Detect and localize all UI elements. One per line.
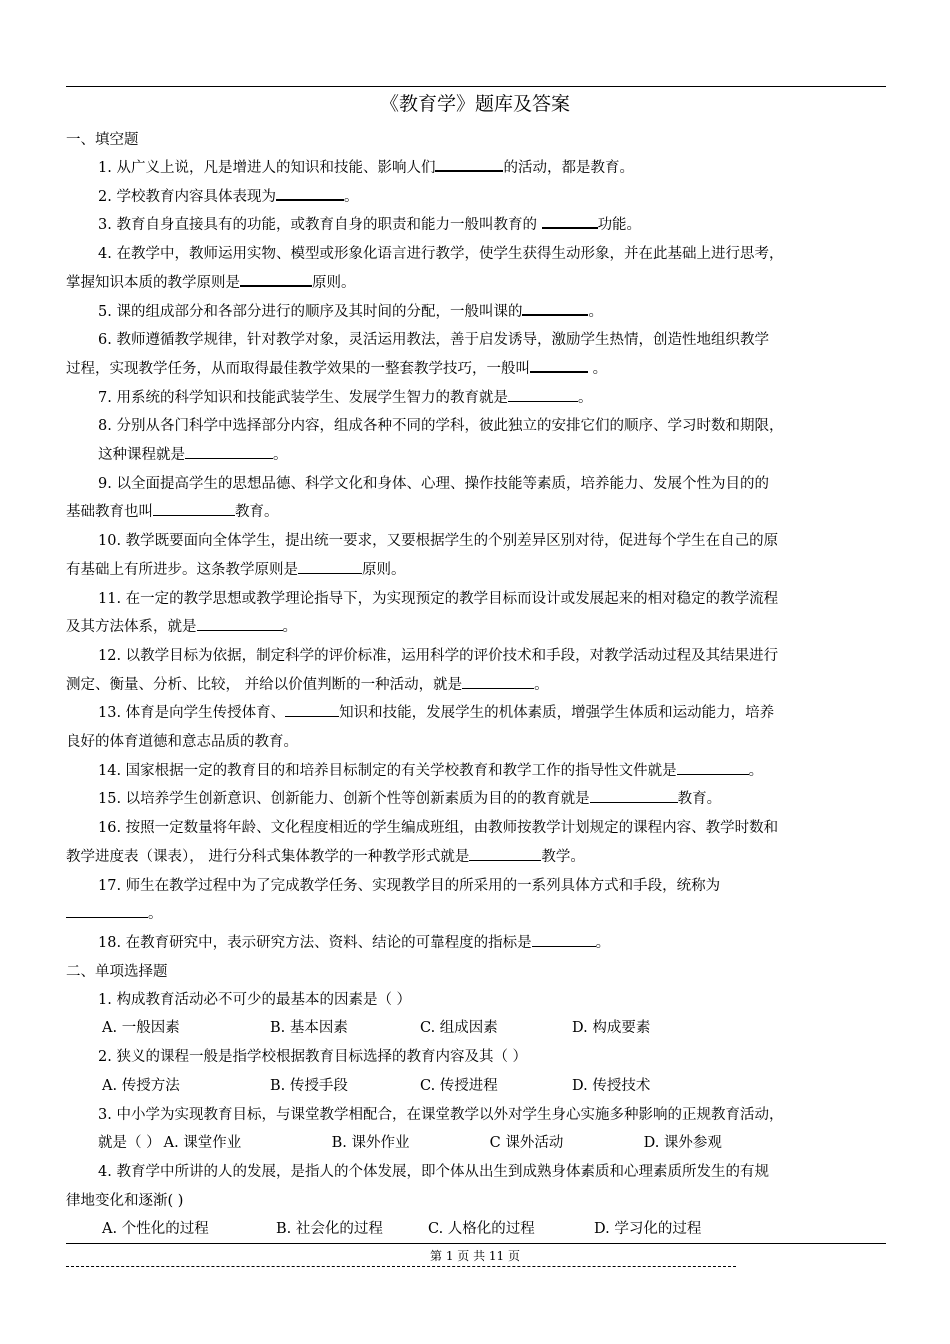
question-9: 9. 以全面提高学生的思想品德、科学文化和身体、心理、操作技能等素质，培养能力、发展个性为目的的 基础教育也叫 教育。	[66, 475, 769, 521]
option: A. 个性化的过程	[102, 1221, 209, 1238]
question-6: 6. 教师遵循教学规律，针对教学对象，灵活运用教法，善于启发诱导，激励学生热情，创造性地组织教学 过程，实现教学任务，从而取得最佳教学效果的一整套教学技巧，一般叫 。	[66, 332, 769, 377]
option: D. 传授技术	[572, 1077, 651, 1094]
question-5: 5. 课的组成部分和各部分进行的顺序及其时间的分配，一般叫课的 。	[66, 298, 884, 327]
answer-blank	[240, 271, 312, 287]
question-13: 13. 体育是向学生传授体育、 知识和技能，发展学生的机体素质，增强学生体质和运动能力，培养 良好的体育道德和意志品质的教育。	[66, 699, 884, 756]
dashed-cut-line	[66, 1266, 736, 1267]
answer-blank	[530, 357, 588, 373]
mc-question-1: 1. 构成教育活动必不可少的最基本的因素是（ ）	[98, 991, 412, 1008]
option: C 课外活动	[489, 1135, 564, 1152]
question-8: 8. 分别从各门科学中选择部分内容，组成各种不同的学科，彼此独立的安排它们的顺序、学习时数和期限， 这种课程就是 。	[98, 418, 784, 464]
question-4: 4. 在教学中，教师运用实物、模型或形象化语言进行教学，使学生获得生动形象，并在此基础上进行思考， 掌握知识本质的教学原则是 原则。	[66, 246, 784, 291]
answer-blank	[276, 185, 344, 201]
mc-options-2	[66, 1072, 884, 1101]
answer-blank	[185, 444, 273, 459]
question-15: 15. 以培养学生创新意识、创新能力、创新个性等创新素质为目的的教育就是 教育。	[66, 785, 884, 814]
answer-blank	[66, 903, 148, 918]
answer-blank	[590, 788, 678, 803]
question-17: 17. 师生在教学过程中为了完成教学任务、实现教学目的所采用的一系列具体方式和手段，统称为 。	[66, 872, 884, 929]
option: C. 传授进程	[420, 1077, 498, 1094]
question-16: 16. 按照一定数量将年龄、文化程度相近的学生编成班组，由教师按教学计划规定的课程内容、教学时数和 教学进度表（课表）， 进行分科式集体教学的一种教学形式就是 教学。	[66, 820, 779, 865]
option: A. 课堂作业	[163, 1135, 242, 1152]
document-title: 《教育学》题库及答案	[379, 93, 570, 115]
answer-blank	[435, 156, 503, 172]
mc-question-3: 3. 中小学为实现教育目标，与课堂教学相配合，在课堂教学以外对学生身心实施多种影响的正规教育活动， 就是（ ） A. 课堂作业 B. 课外作业 C 课外活动 D. 课外参观	[66, 1101, 884, 1158]
option: C. 人格化的过程	[428, 1221, 535, 1238]
option: B. 传授手段	[270, 1077, 348, 1094]
mc-options-4	[66, 1215, 884, 1244]
question-1: 1. 从广义上说，凡是增进人的知识和技能、影响人们 的活动，都是教育。	[66, 154, 884, 183]
option: B. 课外作业	[331, 1135, 410, 1152]
option: D. 课外参观	[643, 1135, 722, 1152]
answer-blank	[285, 702, 339, 717]
document-body	[66, 126, 884, 1244]
mc-question-4: 4. 教育学中所讲的人的发展，是指人的个体发展，即个体从出生到成熟身体素质和心理素质所发生的有规 律地变化和逐渐( )	[66, 1163, 769, 1209]
answer-blank	[298, 559, 362, 574]
answer-blank	[197, 616, 283, 631]
answer-blank	[153, 501, 235, 516]
option: A. 传授方法	[102, 1077, 180, 1094]
answer-blank	[532, 932, 596, 947]
answer-blank	[522, 300, 588, 316]
option: B. 基本因素	[270, 1020, 348, 1037]
question-2: 2. 学校教育内容具体表现为 。	[66, 183, 884, 212]
question-3: 3. 教育自身直接具有的功能，或教育自身的职责和能力一般叫教育的 功能。	[66, 211, 884, 240]
option: D. 学习化的过程	[594, 1221, 702, 1238]
answer-blank	[677, 760, 749, 775]
answer-blank	[462, 674, 534, 689]
question-11: 11. 在一定的教学思想或教学理论指导下，为实现预定的教学目标而设计或发展起来的相对稳定的教学流程 及其方法体系，就是 。	[66, 590, 779, 636]
section-heading-fill-in: 一、填空题	[66, 132, 139, 148]
answer-blank	[469, 846, 541, 861]
page-number: 第 1 页 共 11 页	[430, 1249, 520, 1263]
answer-blank	[542, 213, 598, 229]
answer-blank	[508, 387, 578, 402]
section-heading-multiple-choice: 二、单项选择题	[66, 963, 168, 980]
option: B. 社会化的过程	[276, 1221, 383, 1238]
question-18: 18. 在教育研究中，表示研究方法、资料、结论的可靠程度的指标是 。	[66, 929, 884, 958]
option: D. 构成要素	[572, 1020, 651, 1037]
option: A. 一般因素	[102, 1020, 180, 1037]
mc-options-1	[66, 1014, 884, 1043]
question-7: 7. 用系统的科学知识和技能武装学生、发展学生智力的教育就是 。	[66, 384, 884, 413]
question-10: 10. 教学既要面向全体学生，提出统一要求，又要根据学生的个别差异区别对待，促进每个学生在自己的原 有基础上有所进步。这条教学原则是 原则。	[66, 533, 779, 578]
question-12: 12. 以教学目标为依据，制定科学的评价标准，运用科学的评价技术和手段，对教学活动过程及其结果进行 测定、衡量、分析、比较， 并给以价值判断的一种活动，就是 。	[66, 647, 779, 693]
question-14: 14. 国家根据一定的教育目的和培养目标制定的有关学校教育和教学工作的指导性文件就是 。	[66, 757, 884, 786]
header-rule	[66, 86, 886, 87]
mc-question-2: 2. 狭义的课程一般是指学校根据教育目标选择的教育内容及其（ ）	[98, 1049, 528, 1066]
footer-rule	[66, 1243, 886, 1244]
option: C. 组成因素	[420, 1020, 498, 1037]
